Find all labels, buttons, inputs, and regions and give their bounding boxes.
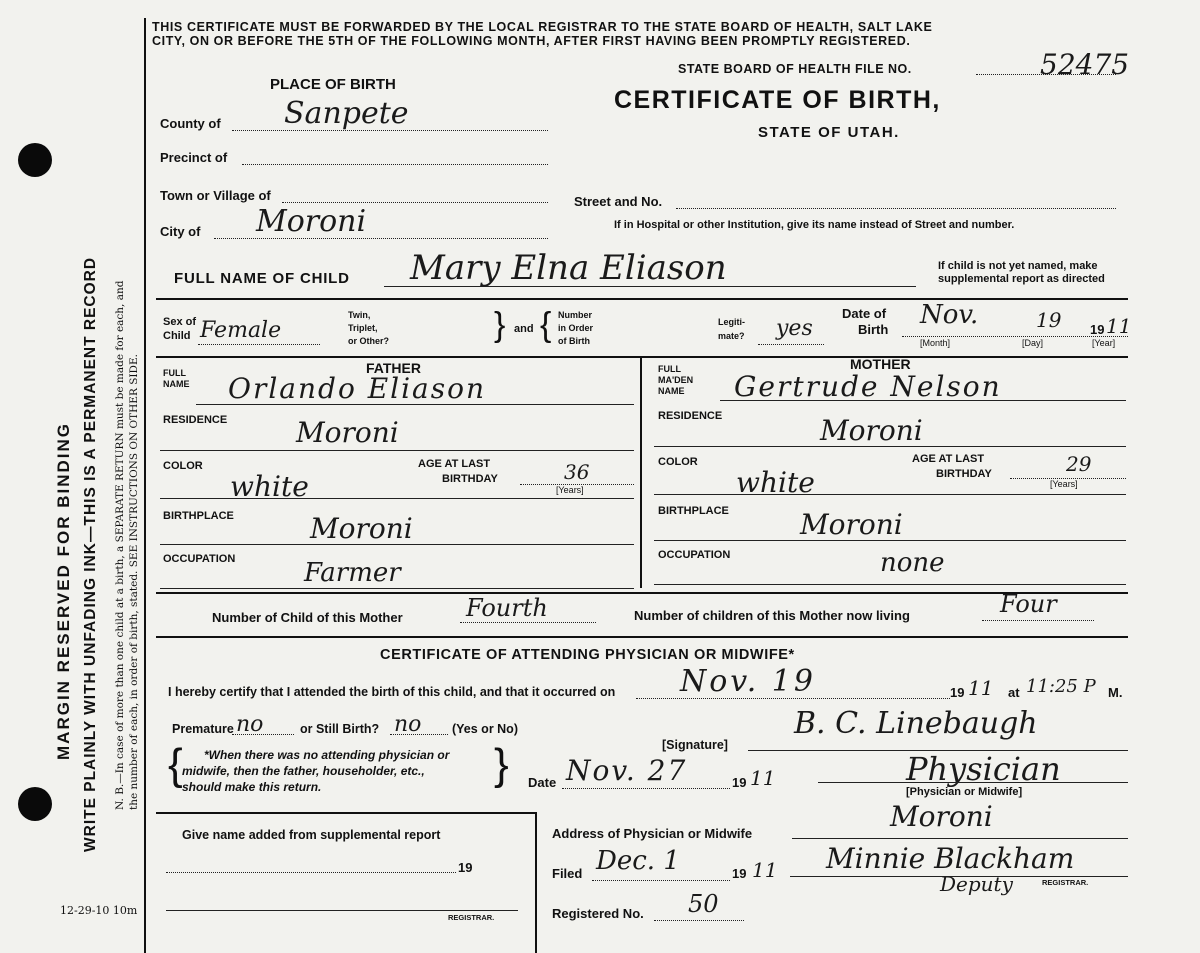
- supplemental-registrar-line: [166, 910, 518, 911]
- father-color-line: [160, 498, 634, 499]
- address-value: Moroni: [890, 800, 993, 833]
- month-caption: [Month]: [920, 338, 951, 348]
- margin-nb-line1: N. B.—In case of more than one child at a birth, a SEPARATE RETURN must be made for each, and: [114, 280, 126, 810]
- year-caption: [Year]: [1092, 338, 1116, 348]
- date-label: Date: [528, 775, 557, 790]
- filed-line: [592, 880, 730, 881]
- signature-value: B. C. Linebaugh: [794, 706, 1038, 741]
- father-occupation-label: OCCUPATION: [163, 553, 236, 565]
- still-birth-line: [390, 734, 448, 735]
- father-color-value: white: [230, 470, 309, 503]
- street-label: Street and No.: [574, 194, 663, 209]
- margin-ink-text: WRITE PLAINLY WITH UNFADING INK—THIS IS A PERMANENT RECORD: [82, 256, 99, 852]
- mother-name-line: [720, 400, 1126, 401]
- notice-line1: THIS CERTIFICATE MUST BE FORWARDED BY THE LOCAL REGISTRAR TO THE STATE BOARD OF HEALTH, SALT LAKE: [152, 20, 933, 34]
- father-occupation-value: Farmer: [304, 558, 401, 588]
- mother-years-caption: [Years]: [1050, 479, 1078, 489]
- punch-hole-top: [18, 143, 52, 177]
- footnote-line1: *When there was no attending physician or: [204, 748, 450, 762]
- legit-label2: mate?: [718, 331, 745, 341]
- footnote-brace-left: {: [168, 740, 183, 789]
- meridiem-label: M.: [1108, 685, 1123, 700]
- filed-year: 11: [752, 858, 778, 882]
- mother-color-value: white: [736, 466, 815, 499]
- mother-color-line: [654, 494, 1126, 495]
- child-name-note2: supplemental report as directed: [938, 273, 1105, 285]
- address-line: [792, 838, 1128, 839]
- mother-occupation-line: [654, 584, 1126, 585]
- legit-label1: Legiti-: [718, 317, 745, 327]
- sex-label2: Child: [163, 330, 191, 342]
- child-name-label: FULL NAME OF CHILD: [174, 270, 350, 287]
- registered-label: Registered No.: [552, 906, 644, 921]
- certificate-title: CERTIFICATE OF BIRTH,: [614, 86, 941, 114]
- section-rule-1: [156, 298, 1128, 300]
- footnote-brace-right: }: [494, 740, 509, 789]
- mother-full: FULL: [658, 364, 681, 374]
- father-birthplace-value: Moroni: [310, 512, 413, 545]
- address-label: Address of Physician or Midwife: [552, 826, 753, 841]
- date-value: Nov. 27: [566, 754, 688, 787]
- registrar-caption: REGISTRAR.: [1042, 878, 1089, 887]
- date-year: 11: [750, 766, 776, 790]
- premature-value: no: [236, 712, 264, 737]
- birth-date-value: Nov. 19: [680, 664, 816, 699]
- father-age-value: 36: [564, 460, 590, 484]
- twin-label3: or Other?: [348, 336, 390, 346]
- mother-birthplace-label: BIRTHPLACE: [658, 505, 729, 517]
- registered-value: 50: [688, 890, 719, 918]
- father-name-value: Orlando Eliason: [228, 372, 487, 405]
- father-residence-value: Moroni: [296, 416, 399, 449]
- filed-value: Dec. 1: [596, 846, 680, 876]
- order-label1: Number: [558, 310, 593, 320]
- and-label: and: [514, 323, 534, 335]
- birth-year-prefix: 19: [950, 685, 965, 700]
- form-left-border: [144, 18, 146, 953]
- hospital-note: If in Hospital or other Institution, give its name instead of Street and number.: [614, 219, 1015, 231]
- child-name-note1: If child is not yet named, make: [938, 260, 1098, 272]
- child-name-value: Mary Elna Eliason: [410, 248, 727, 288]
- city-label: City of: [160, 224, 201, 239]
- registrar-signature: Minnie Blackham: [826, 842, 1075, 875]
- mother-maiden: MA'DEN: [658, 375, 694, 385]
- supplemental-line: [166, 872, 456, 873]
- dob-label1: Date of: [842, 306, 887, 321]
- county-value: Sanpete: [284, 96, 409, 131]
- deputy-value: Deputy: [940, 872, 1013, 896]
- mother-occupation-value: none: [880, 548, 945, 578]
- sex-value: Female: [200, 318, 282, 343]
- mother-occupation-label: OCCUPATION: [658, 549, 731, 561]
- time-value: 11:25 P: [1026, 676, 1096, 697]
- physician-heading: CERTIFICATE OF ATTENDING PHYSICIAN OR MIDWIFE*: [380, 647, 795, 663]
- child-number-label: Number of Child of this Mother: [212, 610, 403, 625]
- mother-birthplace-value: Moroni: [800, 508, 903, 541]
- supplemental-registrar: REGISTRAR.: [448, 913, 495, 922]
- filed-year-prefix: 19: [732, 866, 747, 881]
- city-value: Moroni: [256, 204, 367, 239]
- margin-nb-line2: the number of each, in order of birth, stated. SEE INSTRUCTIONS ON OTHER SIDE.: [128, 354, 140, 810]
- mother-name: NAME: [658, 386, 685, 396]
- role-value: Physician: [906, 750, 1061, 788]
- mother-heading: MOTHER: [850, 356, 911, 372]
- town-label: Town or Village of: [160, 188, 271, 203]
- father-birthplace-label: BIRTHPLACE: [163, 510, 234, 522]
- brace-2: {: [540, 306, 552, 344]
- certify-text: I hereby certify that I attended the birth of this child, and that it occurred on: [168, 685, 616, 699]
- mother-name-value: Gertrude Nelson: [734, 370, 1002, 403]
- dob-day: 19: [1036, 308, 1062, 332]
- birth-date-line: [636, 698, 950, 699]
- footnote-line3: should make this return.: [182, 780, 322, 794]
- father-name: NAME: [163, 379, 190, 389]
- father-residence-line: [160, 450, 634, 451]
- role-caption: [Physician or Midwife]: [906, 786, 1023, 798]
- mother-residence-value: Moroni: [820, 414, 923, 447]
- county-label: County of: [160, 116, 221, 131]
- day-caption: [Day]: [1022, 338, 1044, 348]
- living-label: Number of children of this Mother now living: [634, 608, 910, 623]
- twin-label2: Triplet,: [348, 323, 378, 333]
- dob-line: [902, 336, 1128, 337]
- supplemental-label: Give name added from supplemental report: [182, 828, 441, 842]
- filed-label: Filed: [552, 866, 583, 881]
- legit-value: yes: [776, 316, 813, 341]
- order-label2: in Order: [558, 323, 594, 333]
- signature-label: [Signature]: [662, 738, 728, 752]
- file-no-value: 52475: [1040, 48, 1130, 81]
- living-line: [982, 620, 1094, 621]
- mother-age-label1: AGE AT LAST: [912, 453, 985, 465]
- yes-no-label: (Yes or No): [452, 722, 518, 736]
- date-line: [562, 788, 730, 789]
- section-rule-3: [156, 592, 1128, 594]
- father-name-line: [196, 404, 634, 405]
- mother-residence-line: [654, 446, 1126, 447]
- parents-divider: [640, 356, 642, 588]
- footnote-line2: midwife, then the father, householder, etc.,: [182, 764, 425, 778]
- at-label: at: [1008, 685, 1020, 700]
- precinct-line: [242, 164, 548, 165]
- legit-line: [758, 344, 824, 345]
- notice-line2: CITY, ON OR BEFORE THE 5TH OF THE FOLLOWING MONTH, AFTER FIRST HAVING BEEN PROMPTLY REGISTERED.: [152, 34, 911, 48]
- registered-line: [654, 920, 744, 921]
- date-year-prefix: 19: [732, 775, 747, 790]
- section-rule-4: [156, 636, 1128, 638]
- order-label3: of Birth: [558, 336, 590, 346]
- mother-age-label2: BIRTHDAY: [936, 468, 992, 480]
- premature-line: [232, 734, 294, 735]
- child-number-value: Fourth: [466, 594, 548, 622]
- street-line: [676, 208, 1116, 209]
- section-rule-2: [156, 356, 1128, 358]
- dob-month: Nov.: [920, 300, 979, 330]
- birth-year-value: 11: [968, 676, 994, 700]
- dob-year-prefix: 19: [1090, 322, 1105, 337]
- living-value: Four: [1000, 590, 1057, 618]
- dob-year: 11: [1106, 314, 1132, 338]
- father-full: FULL: [163, 368, 186, 378]
- sex-line: [198, 344, 320, 345]
- father-years-caption: [Years]: [556, 485, 584, 495]
- father-color-label: COLOR: [163, 460, 203, 472]
- mother-birthplace-line: [654, 540, 1126, 541]
- mother-color-label: COLOR: [658, 456, 698, 468]
- mother-age-value: 29: [1066, 452, 1092, 476]
- sex-label1: Sex of: [163, 316, 197, 328]
- lower-divider: [535, 812, 537, 953]
- premature-label: Premature: [172, 722, 234, 736]
- still-birth-label: or Still Birth?: [300, 722, 380, 736]
- supplemental-year: 19: [458, 860, 473, 875]
- form-code: 12-29-10 10m: [60, 904, 138, 917]
- brace-1: }: [494, 306, 506, 344]
- father-occupation-line: [160, 588, 634, 589]
- father-birthplace-line: [160, 544, 634, 545]
- town-line: [282, 202, 548, 203]
- father-residence-label: RESIDENCE: [163, 414, 228, 426]
- child-number-line: [460, 622, 596, 623]
- punch-hole-bottom: [18, 787, 52, 821]
- precinct-label: Precinct of: [160, 150, 228, 165]
- certificate-subtitle: STATE OF UTAH.: [758, 124, 900, 141]
- dob-label2: Birth: [858, 322, 889, 337]
- role-line: [818, 782, 1128, 783]
- margin-binding-text: MARGIN RESERVED FOR BINDING: [54, 422, 73, 760]
- place-of-birth-heading: PLACE OF BIRTH: [270, 76, 396, 93]
- file-no-label: STATE BOARD OF HEALTH FILE NO.: [678, 62, 912, 76]
- father-age-label1: AGE AT LAST: [418, 458, 491, 470]
- twin-label1: Twin,: [348, 310, 371, 320]
- father-heading: FATHER: [366, 360, 421, 376]
- mother-residence-label: RESIDENCE: [658, 410, 723, 422]
- lower-left-rule: [156, 812, 536, 814]
- father-age-label2: BIRTHDAY: [442, 473, 498, 485]
- still-birth-value: no: [394, 712, 422, 737]
